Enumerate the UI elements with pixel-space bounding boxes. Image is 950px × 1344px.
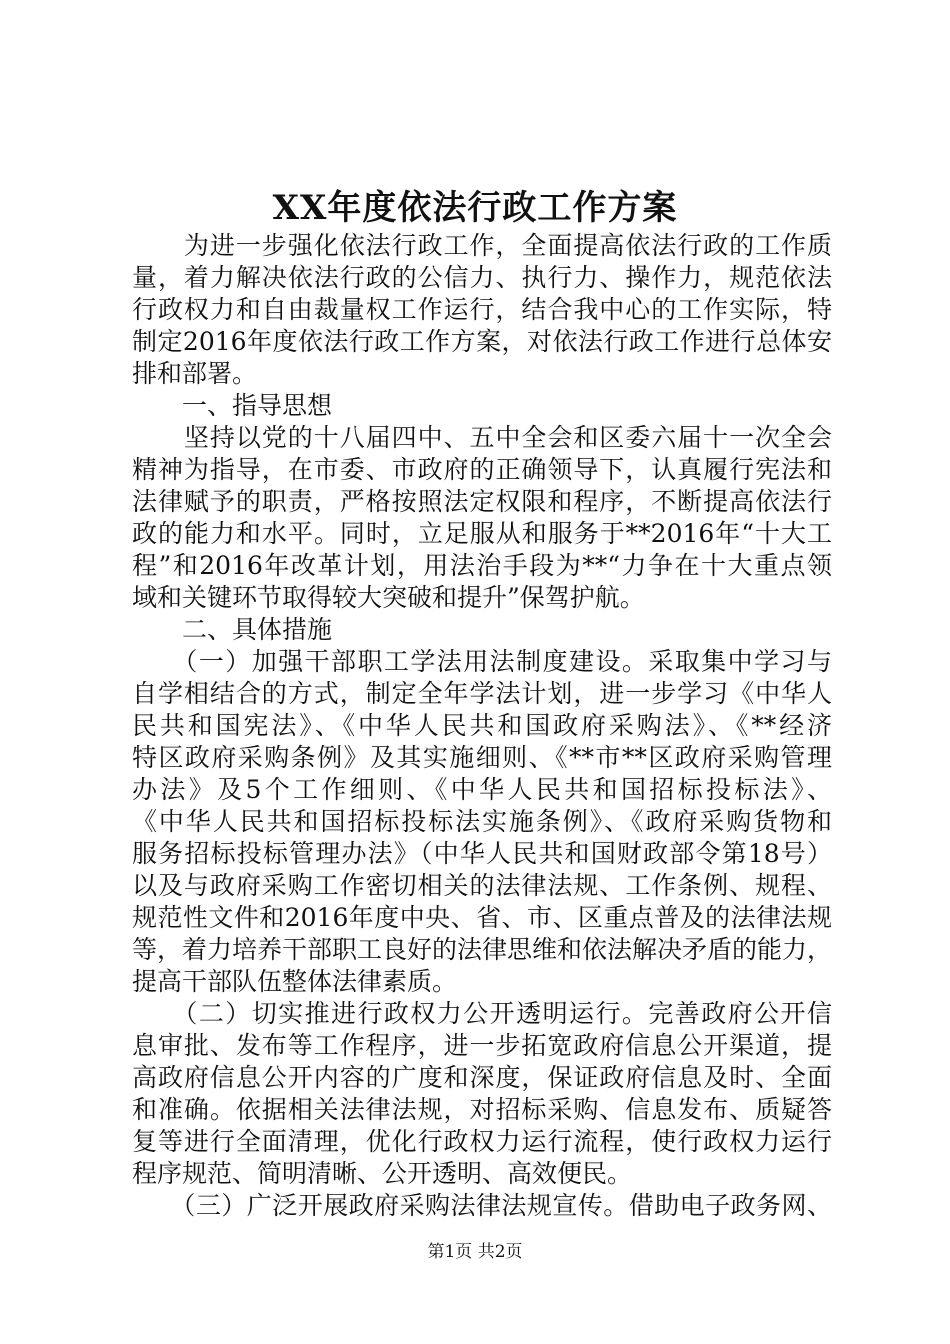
body-line: 程”和2016年改革计划，用法治手段为**“力争在十大重点领: [132, 551, 832, 580]
body-line: 特区政府采购条例》及其实施细则、《**市**区政府采购管理: [132, 743, 832, 772]
body-line: 复等进行全面清理，优化行政权力运行流程，使行政权力运行: [132, 1127, 832, 1156]
body-line: 高政府信息公开内容的广度和深度，保证政府信息及时、全面: [132, 1063, 832, 1092]
body-line: 和准确。依据相关法律法规，对招标采购、信息发布、质疑答: [132, 1095, 832, 1124]
body-line: （三）广泛开展政府采购法律法规宣传。借助电子政务网、: [132, 1191, 832, 1220]
section-heading: 一、指导思想: [132, 391, 333, 420]
body-line: 精神为指导，在市委、市政府的正确领导下，认真履行宪法和: [132, 455, 832, 484]
body-line: 自学相结合的方式，制定全年学法计划，进一步学习《中华人: [132, 679, 832, 708]
body-line: 为进一步强化依法行政工作，全面提高依法行政的工作质: [132, 231, 832, 260]
body-line: 民共和国宪法》、《中华人民共和国政府采购法》、《**经济: [132, 711, 832, 740]
body-line: 量，着力解决依法行政的公信力、执行力、操作力，规范依法: [132, 263, 832, 292]
body-line: 程序规范、简明清晰、公开透明、高效便民。: [132, 1159, 633, 1188]
body-line: 提高干部队伍整体法律素质。: [132, 967, 458, 996]
page-footer: 第1页 共2页: [427, 1242, 523, 1262]
body-line: 政的能力和水平。同时，立足服从和服务于**2016年“十大工: [132, 519, 832, 548]
body-line: 《中华人民共和国招标投标法实施条例》、《政府采购货物和: [132, 807, 832, 836]
body-line: （一）加强干部职工学法用法制度建设。采取集中学习与: [132, 647, 832, 676]
body-line: 规范性文件和2016年度中央、省、市、区重点普及的法律法规: [132, 903, 832, 932]
body-line: 等，着力培养干部职工良好的法律思维和依法解决矛盾的能力，: [132, 935, 833, 964]
section-heading: 二、具体措施: [132, 615, 333, 644]
body-line: 法律赋予的职责，严格按照法定权限和程序，不断提高依法行: [132, 487, 832, 516]
body-line: 以及与政府采购工作密切相关的法律法规、工作条例、规程、: [132, 871, 832, 900]
body-line: 办法》及5个工作细则、《中华人民共和国招标投标法》、: [132, 775, 832, 804]
body-line: 排和部署。: [132, 359, 258, 388]
body-line: （二）切实推进行政权力公开透明运行。完善政府公开信: [132, 999, 832, 1028]
body-line: 制定2016年度依法行政工作方案，对依法行政工作进行总体安: [132, 327, 832, 356]
body-line: 服务招标投标管理办法》（中华人民共和国财政部令第18号）: [132, 839, 832, 868]
document-title: XX年度依法行政工作方案: [272, 188, 678, 228]
body-line: 行政权力和自由裁量权工作运行，结合我中心的工作实际，特: [132, 295, 832, 324]
body-line: 域和关键环节取得较大突破和提升”保驾护航。: [132, 583, 645, 612]
body-line: 坚持以党的十八届四中、五中全会和区委六届十一次全会: [132, 423, 832, 452]
body-line: 息审批、发布等工作程序，进一步拓宽政府信息公开渠道，提: [132, 1031, 832, 1060]
document-body: [132, 230, 832, 1222]
